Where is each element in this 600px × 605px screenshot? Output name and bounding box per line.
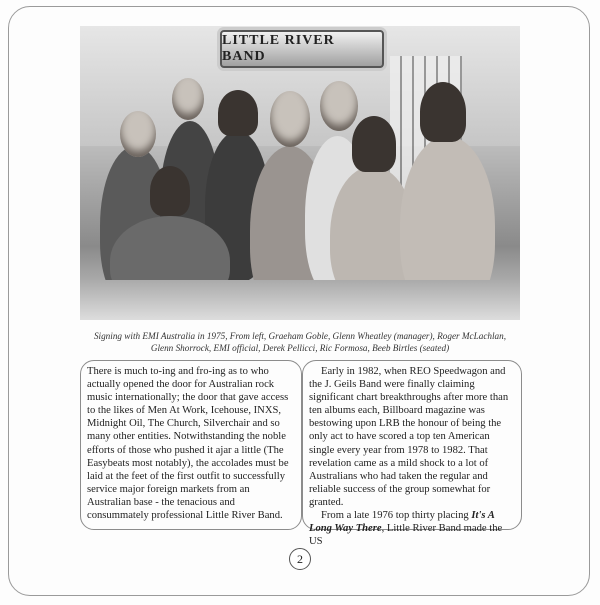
caption-line-1: Signing with EMI Australia in 1975, From left, Graeham Goble, Glenn Wheatley (manager), Roger McLachlan, bbox=[93, 331, 507, 341]
page-number: 2 bbox=[289, 548, 311, 570]
person-hair bbox=[352, 116, 396, 172]
person-hair bbox=[218, 90, 258, 136]
right-paragraph-2 bbox=[309, 509, 515, 548]
caption-line-2: Glenn Shorrock, EMI official, Derek Pellicci, Ric Formosa, Beeb Birtles (seated) bbox=[150, 343, 450, 353]
person-hair bbox=[150, 166, 190, 216]
person-hair bbox=[420, 82, 466, 142]
person-head bbox=[270, 91, 310, 147]
photo-desk bbox=[80, 280, 520, 320]
paragraph-2-start: From a late 1976 top thirty placing bbox=[321, 510, 472, 522]
person-head bbox=[172, 78, 204, 120]
paragraph-2-end: , Little River Band made the US bbox=[309, 523, 503, 548]
band-logo: LITTLE RIVER BAND bbox=[220, 30, 384, 68]
right-paragraph-1: Early in 1982, when REO Speedwagon and the J. Geils Band were finally claiming significant chart breakthroughs after more than ten albums each, Billboard magazine was bestowing upon LRB the honour of being the only act to have scored a top ten American single every year from 1978 to 1982. That revelation came as a mild shock to a lot of Australians who had taken the regular and reliable success of the group somewhat for granted. bbox=[309, 366, 509, 508]
song-title: It's A Long Way There bbox=[309, 510, 495, 535]
left-text-box bbox=[80, 360, 302, 530]
right-text-box bbox=[302, 360, 522, 548]
person-head bbox=[120, 111, 156, 157]
person-head bbox=[320, 81, 358, 131]
band-photo bbox=[80, 26, 520, 320]
photo-caption bbox=[80, 330, 520, 354]
left-paragraph: There is much to-ing and fro-ing as to who actually opened the door for Australian rock music internationally; the door that gave access to the likes of Men At Work, Icehouse, INXS, Midnight Oil, The Church, Silverchair and so many other entities. Notwithstanding the noble efforts of those who pushed it ajar a little (The Easybeats most notably), the accolades must be laid at the feet of the first outfit to successfully service major foreign markets from an Australian base - the tenacious and consummately professional Little River Band. bbox=[87, 366, 289, 522]
